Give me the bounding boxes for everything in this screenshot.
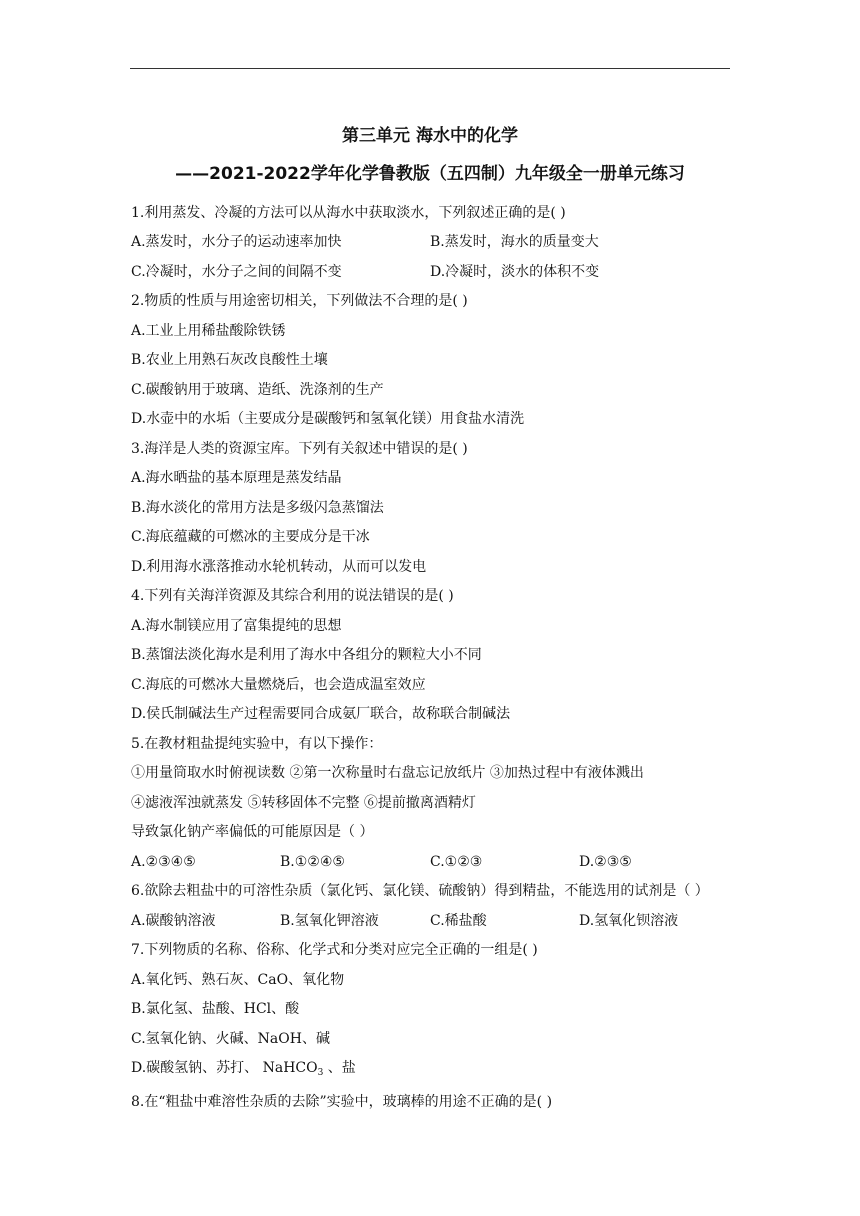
- question-1-stem: 1.利用蒸发、冷凝的方法可以从海水中获取淡水，下列叙述正确的是( ): [131, 205, 566, 221]
- question-6-option-c: C.稀盐酸: [430, 913, 487, 929]
- question-4-option-b: B.蒸馏法淡化海水是利用了海水中各组分的颗粒大小不同: [131, 647, 482, 663]
- question-4-option-d: D.侯氏制碱法生产过程需要同合成氨厂联合，故称联合制碱法: [131, 706, 511, 722]
- question-7-stem: 7.下列物质的名称、俗称、化学式和分类对应完全正确的一组是( ): [131, 942, 538, 958]
- question-2-option-c: C.碳酸钠用于玻璃、造纸、洗涤剂的生产: [131, 382, 384, 398]
- question-1-option-b: B.蒸发时，海水的质量变大: [430, 234, 599, 250]
- question-7-option-d-class: 、盐: [323, 1060, 356, 1076]
- question-2-option-b: B.农业上用熟石灰改良酸性土壤: [131, 352, 328, 368]
- question-5-operations-1: ①用量筒取水时俯视读数 ②第一次称量时右盘忘记放纸片 ③加热过程中有液体溅出: [131, 765, 644, 781]
- question-5-option-c: C.①②③: [430, 854, 483, 870]
- question-5-option-b: B.①②④⑤: [280, 854, 345, 870]
- question-7-option-d-text: D.碳酸氢钠、苏打、 NaHCO: [131, 1060, 318, 1076]
- question-1-option-c: C.冷凝时，水分子之间的间隔不变: [131, 264, 342, 280]
- question-3-stem: 3.海洋是人类的资源宝库。下列有关叙述中错误的是( ): [131, 441, 468, 457]
- question-7-option-d: [131, 1059, 356, 1082]
- question-7-option-a: A.氧化钙、熟石灰、CaO、氧化物: [131, 972, 345, 988]
- question-4-option-c: C.海底的可燃冰大量燃烧后，也会造成温室效应: [131, 677, 426, 693]
- question-6-stem: 6.欲除去粗盐中的可溶性杂质（氯化钙、氯化镁、硫酸钠）得到精盐，不能选用的试剂是（ ）: [131, 883, 709, 899]
- question-5-stem: 5.在教材粗盐提纯实验中，有以下操作：: [131, 736, 383, 752]
- question-4-stem: 4.下列有关海洋资源及其综合利用的说法错误的是( ): [131, 588, 454, 604]
- question-3-option-b: B.海水淡化的常用方法是多级闪急蒸馏法: [131, 500, 384, 516]
- question-3-option-d: D.利用海水涨落推动水轮机转动，从而可以发电: [131, 559, 427, 575]
- page-title: 第三单元 海水中的化学: [342, 126, 518, 146]
- question-8-stem: 8.在“粗盐中难溶性杂质的去除”实验中，玻璃棒的用途不正确的是( ): [131, 1094, 553, 1110]
- question-6-option-a: A.碳酸钠溶液: [131, 913, 216, 929]
- question-7-option-b: B.氯化氢、盐酸、HCl、酸: [131, 1001, 300, 1017]
- question-2-stem: 2.物质的性质与用途密切相关，下列做法不合理的是( ): [131, 293, 468, 309]
- page-subtitle: ——2021-2022学年化学鲁教版（五四制）九年级全一册单元练习: [175, 164, 685, 184]
- question-5-operations-2: ④滤液浑浊就蒸发 ⑤转移固体不完整 ⑥提前撤离酒精灯: [131, 795, 476, 811]
- question-4-option-a: A.海水制镁应用了富集提纯的思想: [131, 618, 342, 634]
- question-3-option-c: C.海底蕴藏的可燃冰的主要成分是干冰: [131, 529, 370, 545]
- question-2-option-a: A.工业上用稀盐酸除铁锈: [131, 323, 286, 339]
- question-5-option-a: A.②③④⑤: [131, 854, 196, 870]
- question-1-option-d: D.冷凝时，淡水的体积不变: [430, 264, 600, 280]
- question-3-option-a: A.海水晒盐的基本原理是蒸发结晶: [131, 470, 342, 486]
- question-6-option-b: B.氢氧化钾溶液: [280, 913, 379, 929]
- question-7-option-c: C.氢氧化钠、火碱、NaOH、碱: [131, 1031, 330, 1047]
- header-rule: [130, 68, 730, 69]
- question-6-option-d: D.氢氧化钡溶液: [579, 913, 679, 929]
- question-5-option-d: D.②③⑤: [579, 854, 632, 870]
- question-2-option-d: D.水壶中的水垢（主要成分是碳酸钙和氢氧化镁）用食盐水清洗: [131, 411, 525, 427]
- formula-subscript: 3: [317, 1068, 324, 1078]
- question-1-option-a: A.蒸发时，水分子的运动速率加快: [131, 234, 342, 250]
- question-5-ask: 导致氯化钠产率偏低的可能原因是（ ）: [131, 824, 374, 840]
